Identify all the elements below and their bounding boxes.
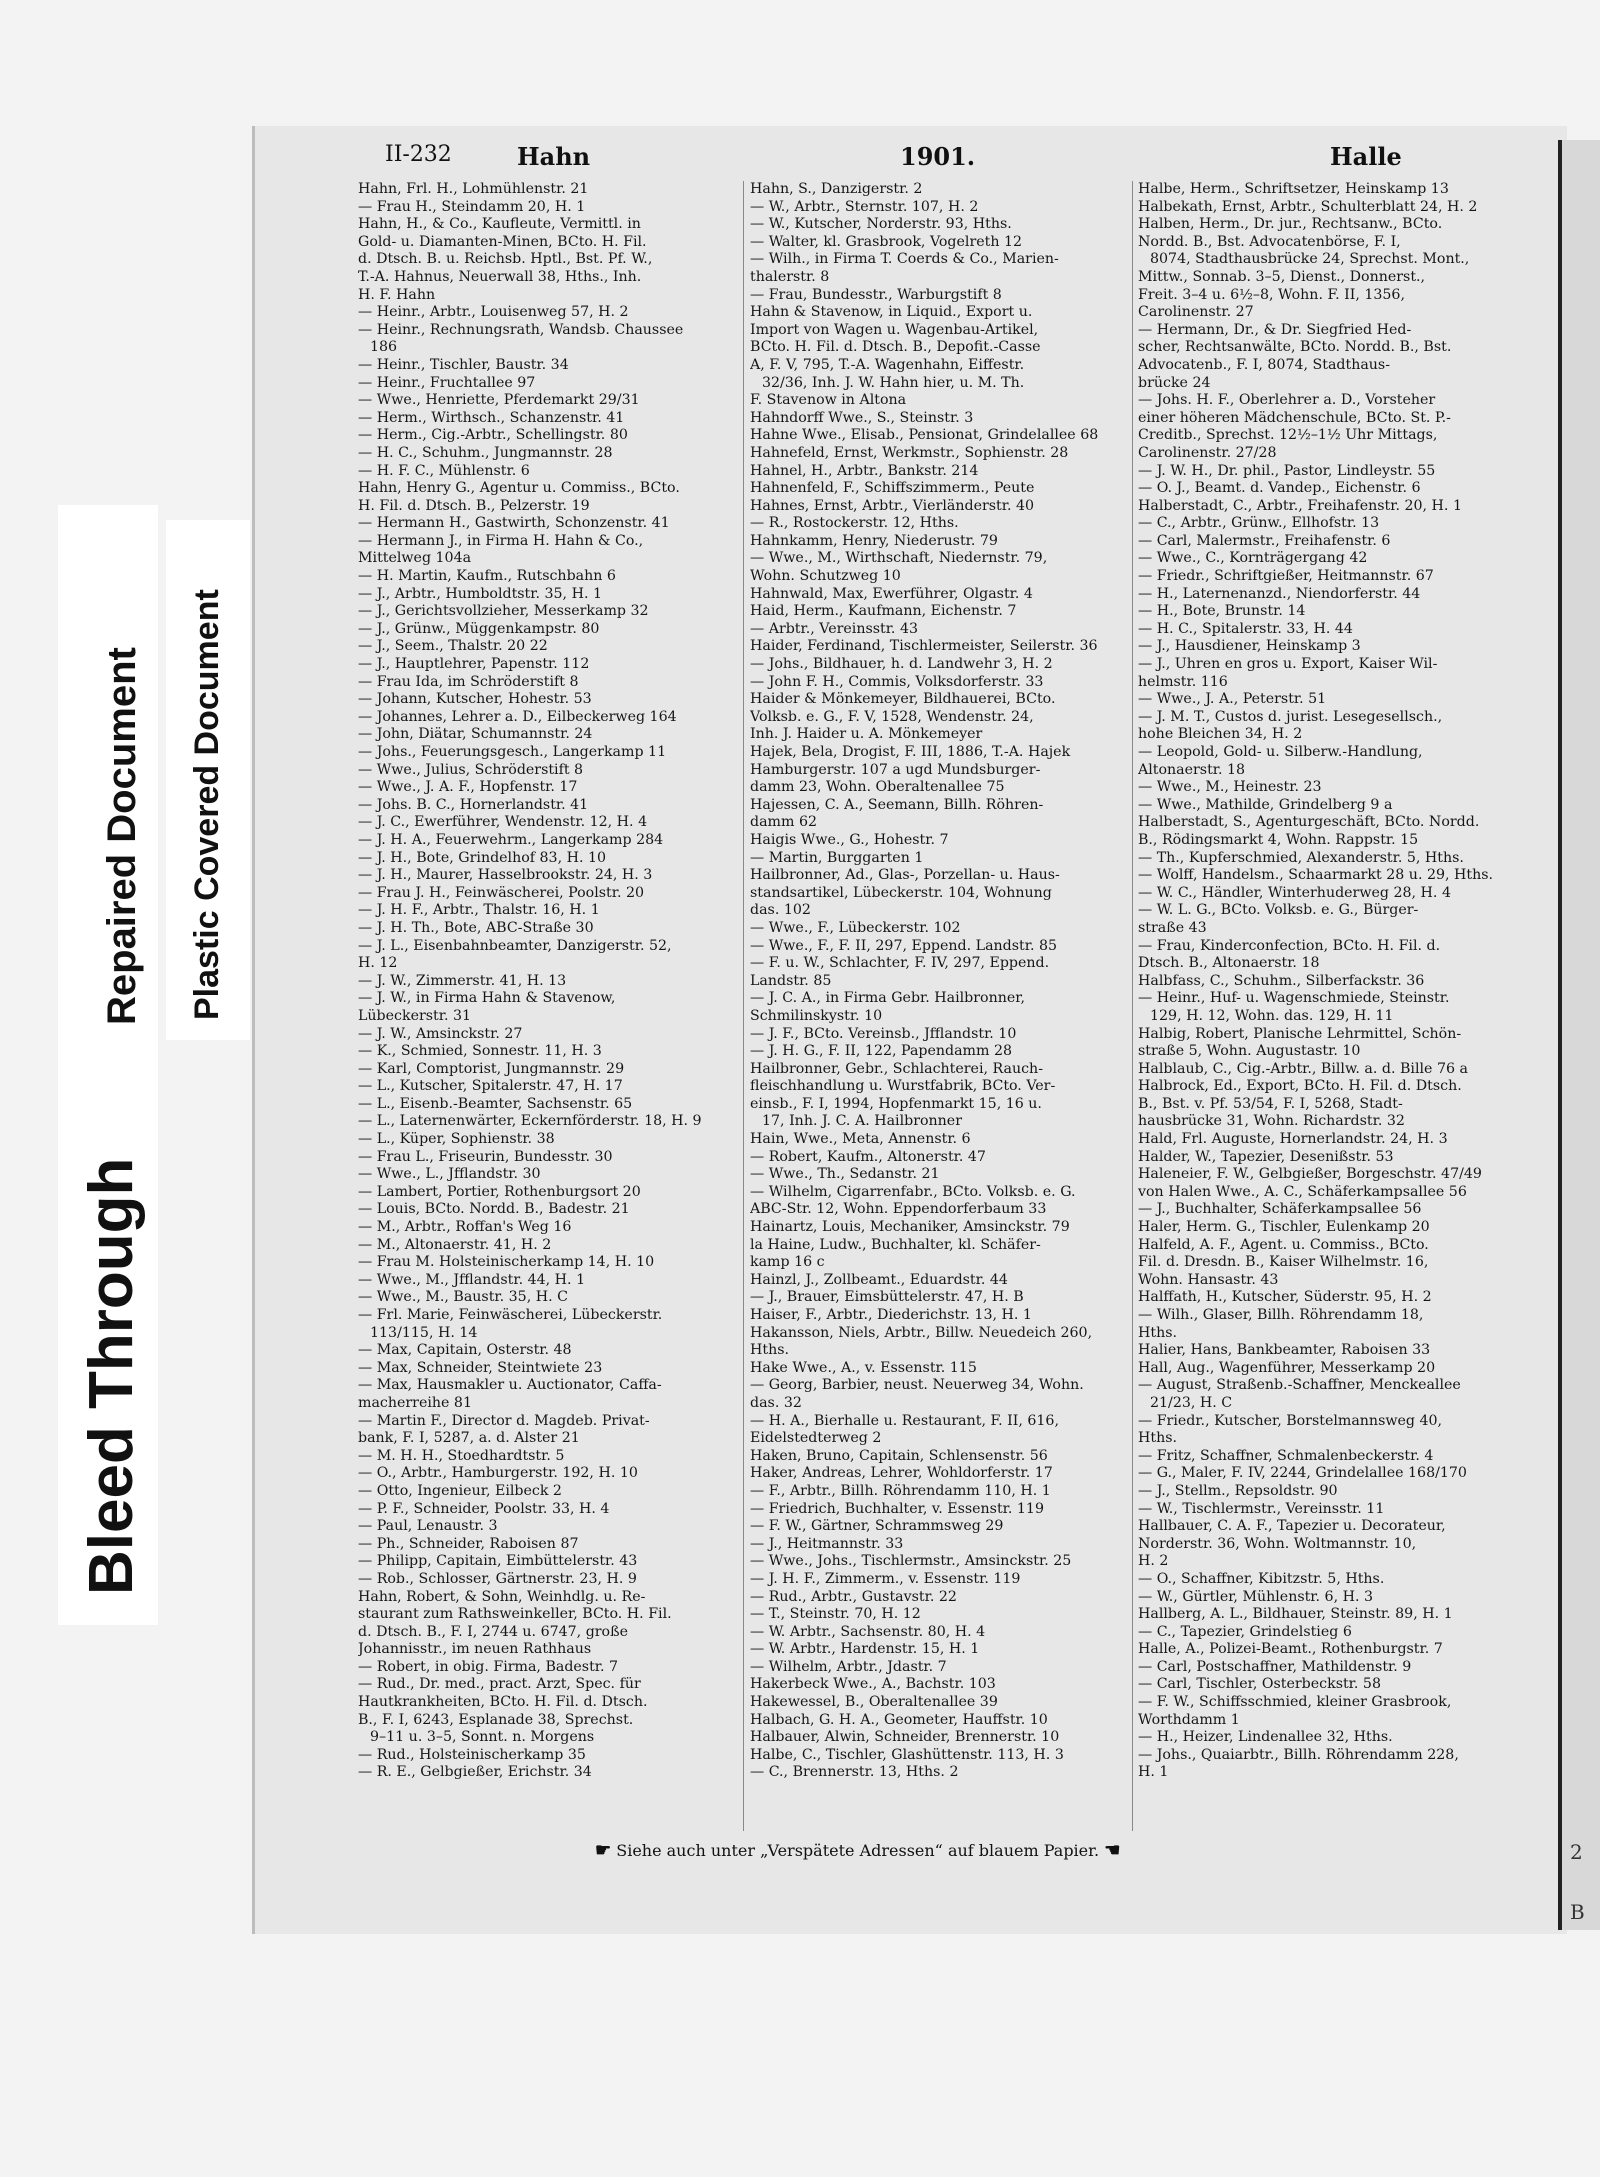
directory-entry-line: Freit. 3–4 u. 6½–8, Wohn. F. II, 1356,	[1138, 286, 1405, 303]
directory-entry-line: Hajek, Bela, Drogist, F. III, 1886, T.-A. Hajek	[750, 744, 1071, 760]
directory-entry-line: — Wwe., Henriette, Pferdemarkt 29/31	[358, 392, 640, 409]
directory-entry-line: — C., Tapezier, Grindelstieg 6	[1138, 1623, 1352, 1640]
directory-entry-line: von Halen Wwe., A. C., Schäferkampsallee 56	[1138, 1183, 1467, 1200]
directory-entry-line: Haigis Wwe., G., Hohestr. 7	[750, 831, 949, 848]
directory-entry-line: 32/36, Inh. J. W. Hahn hier, u. M. Th.	[762, 374, 1025, 391]
directory-entry-line: Hths.	[1138, 1430, 1178, 1447]
directory-entry-line: H. F. Hahn	[358, 286, 436, 303]
directory-entry-line: Haker, Andreas, Lehrer, Wohldorferstr. 17	[750, 1465, 1053, 1482]
directory-entry-line: H. 1	[1138, 1764, 1169, 1781]
directory-entry-line: — W., Tischlermstr., Vereinsstr. 11	[1138, 1500, 1385, 1517]
directory-entry-line: — Rob., Schlosser, Gärtnerstr. 23, H. 9	[358, 1570, 637, 1587]
directory-entry-line: Hahnefeld, Ernst, Werkmstr., Sophienstr. 28	[750, 444, 1069, 461]
bleed-through-text: Bleed Through	[77, 1157, 146, 1595]
directory-entry-line: H. 2	[1138, 1553, 1169, 1570]
directory-entry-line: — J. H., Maurer, Hasselbrookstr. 24, H. 3	[358, 867, 653, 884]
directory-entry-line: — F., Arbtr., Billh. Röhrendamm 110, H. 1	[750, 1482, 1051, 1499]
directory-entry-line: B., Bst. v. Pf. 53/54, F. I, 5268, Stadt-	[1138, 1095, 1403, 1112]
directory-entry-line: — Rud., Arbtr., Gustavstr. 22	[750, 1588, 957, 1605]
directory-entry-line: Haiser, F., Arbtr., Diederichstr. 13, H. 1	[750, 1307, 1032, 1323]
directory-entry-line: 113/115, H. 14	[370, 1324, 478, 1341]
directory-entry-line: — Fritz, Schaffner, Schmalenbeckerstr. 4	[1138, 1447, 1434, 1464]
directory-entry-line: Halfeld, A. F., Agent. u. Commiss., BCto.	[1138, 1236, 1429, 1253]
directory-entry-line: einsb., F. I, 1994, Hopfenmarkt 15, 16 u.	[750, 1095, 1042, 1112]
directory-entry-line: — Wilhelm, Arbtr., Jdastr. 7	[750, 1658, 947, 1675]
directory-entry-line: Gold- u. Diamanten-Minen, BCto. H. Fil.	[358, 233, 647, 250]
directory-entry-line: — J. L., Eisenbahnbeamter, Danzigerstr. 52,	[358, 937, 672, 954]
directory-entry-line: — W., Kutscher, Norderstr. 93, Hths.	[750, 216, 1012, 233]
directory-entry-line: Eidelstedterweg 2	[750, 1430, 882, 1447]
directory-entry-line: — L., Kutscher, Spitalerstr. 47, H. 17	[358, 1078, 623, 1095]
directory-entry-line: Landstr. 85	[750, 972, 832, 989]
directory-entry-line: — W. C., Händler, Winterhuderweg 28, H. 4	[1138, 884, 1451, 901]
directory-entry-line: — J. H. F., Zimmerm., v. Essenstr. 119	[750, 1570, 1021, 1587]
directory-entry-line: — John, Diätar, Schumannstr. 24	[358, 726, 593, 743]
plastic-covered-text: Plastic Covered Document	[188, 589, 226, 1020]
directory-entry-line: Halbe, Herm., Schriftsetzer, Heinskamp 13	[1138, 181, 1449, 197]
directory-entry-line: — Johann, Kutscher, Hohestr. 53	[358, 691, 592, 708]
directory-entry-line: 9–11 u. 3–5, Sonnt. n. Morgens	[370, 1729, 595, 1746]
directory-entry-line: Hajessen, C. A., Seemann, Billh. Röhren-	[750, 796, 1044, 813]
directory-entry-line: — J. W., Zimmerstr. 41, H. 13	[358, 972, 567, 989]
directory-entry-line: — W., Arbtr., Sternstr. 107, H. 2	[750, 198, 979, 215]
directory-entry-line: — C., Arbtr., Grünw., Ellhofstr. 13	[1138, 515, 1380, 532]
directory-entry-line: — G., Maler, F. IV, 2244, Grindelallee 168/170	[1138, 1465, 1467, 1482]
directory-entry-line: — J. W., in Firma Hahn & Stavenow,	[358, 990, 616, 1007]
directory-entry-line: Halbach, G. H. A., Geometer, Hauffstr. 10	[750, 1711, 1048, 1728]
directory-entry-line: 21/23, H. C	[1150, 1394, 1233, 1411]
directory-entry-line: Hths.	[1138, 1324, 1178, 1341]
directory-entry-line: — W. L. G., BCto. Volksb. e. G., Bürger-	[1138, 902, 1419, 919]
directory-entry-line: helmstr. 116	[1138, 673, 1228, 690]
directory-entry-line: — J., Seem., Thalstr. 20 22	[358, 638, 548, 655]
directory-entry-line: Halbe, C., Tischler, Glashüttenstr. 113, H. 3	[750, 1746, 1064, 1763]
directory-entry-line: — Frau, Kinderconfection, BCto. H. Fil. d.	[1138, 937, 1441, 954]
directory-entry-line: — Max, Schneider, Steintwiete 23	[358, 1359, 603, 1376]
directory-entry-line: 17, Inh. J. C. A. Hailbronner	[762, 1113, 962, 1130]
directory-entry-line: — Wwe., C., Kornträgergang 42	[1138, 550, 1368, 567]
directory-entry-line: — Wwe., M., Baustr. 35, H. C	[358, 1289, 568, 1306]
directory-entry-line: ABC-Str. 12, Wohn. Eppendorferbaum 33	[750, 1201, 1047, 1218]
directory-entry-line: — Heinr., Fruchtallee 97	[358, 374, 536, 391]
directory-entry-line: Lübeckerstr. 31	[358, 1007, 472, 1024]
directory-entry-line: — L., Laternenwärter, Eckernförderstr. 18, H. 9	[358, 1113, 702, 1130]
directory-entry-line: brücke 24	[1138, 374, 1211, 391]
directory-entry-line: — Leopold, Gold- u. Silberw.-Handlung,	[1138, 744, 1423, 760]
directory-entry-line: kamp 16 c	[750, 1254, 825, 1271]
directory-entry-line: — H. C., Schuhm., Jungmannstr. 28	[358, 444, 613, 461]
directory-entry-line: — J., Uhren en gros u. Export, Kaiser Wil-	[1138, 656, 1438, 673]
directory-entry-line: Halier, Hans, Bankbeamter, Raboisen 33	[1138, 1342, 1431, 1359]
directory-entry-line: — Wwe., Mathilde, Grindelberg 9 a	[1138, 796, 1393, 813]
directory-entry-line: — August, Straßenb.-Schaffner, Menckeallee	[1138, 1377, 1461, 1394]
header-right-word: Halle	[1330, 142, 1402, 171]
directory-entry-line: standsartikel, Lübeckerstr. 104, Wohnung	[750, 884, 1052, 901]
directory-entry-line: d. Dtsch. B. u. Reichsb. Hptl., Bst. Pf. W.,	[358, 251, 653, 268]
directory-entry-line: B., F. I, 6243, Esplanade 38, Sprechst.	[358, 1711, 634, 1728]
edge-mark-top: 2	[1570, 1840, 1583, 1864]
directory-entry-line: — Carl, Tischler, Osterbeckstr. 58	[1138, 1676, 1381, 1693]
directory-entry-line: — Johs. H. F., Oberlehrer a. D., Vorsteher	[1138, 392, 1436, 409]
directory-entry-line: Hahn & Stavenow, in Liquid., Export u.	[750, 304, 1033, 321]
directory-entry-line: — Frau L., Friseurin, Bundesstr. 30	[358, 1148, 613, 1165]
directory-entry-line: — Wilhelm, Cigarrenfabr., BCto. Volksb. e. G.	[750, 1183, 1076, 1200]
directory-entry-line: Halbrock, Ed., Export, BCto. H. Fil. d. Dtsch.	[1138, 1078, 1462, 1095]
directory-entry-line: — Wilh., Glaser, Billh. Röhrendamm 18,	[1138, 1307, 1424, 1323]
directory-entry-line: Haken, Bruno, Capitain, Schlensenstr. 56	[750, 1447, 1048, 1464]
facing-page-edge	[1558, 140, 1600, 1930]
directory-entry-line: 8074, Stadthausbrücke 24, Sprechst. Mont.,	[1150, 251, 1470, 268]
directory-entry-line: Mittelweg 104a	[358, 550, 472, 567]
directory-entry-line: — J., Buchhalter, Schäferkampsallee 56	[1138, 1201, 1422, 1218]
directory-entry-line: damm 62	[750, 814, 818, 831]
directory-entry-line: — L., Eisenb.-Beamter, Sachsenstr. 65	[358, 1095, 633, 1112]
directory-entry-line: Halder, W., Tapezier, Desenißstr. 53	[1138, 1148, 1394, 1165]
directory-entry-line: — J., Hausdiener, Heinskamp 3	[1138, 638, 1361, 655]
header-year: 1901.	[900, 142, 976, 171]
directory-entry-line: — W. Arbtr., Hardenstr. 15, H. 1	[750, 1641, 980, 1658]
directory-entry-line: — Hermann, Dr., & Dr. Siegfried Hed-	[1138, 321, 1412, 338]
directory-entry-line: H. Fil. d. Dtsch. B., Pelzerstr. 19	[358, 497, 590, 514]
directory-entry-line: — O. J., Beamt. d. Vandep., Eichenstr. 6	[1138, 480, 1421, 497]
directory-entry-line: — H. F. C., Mühlenstr. 6	[358, 462, 530, 479]
directory-entry-line: H. 12	[358, 955, 398, 972]
directory-entry-line: — Karl, Comptorist, Jungmannstr. 29	[358, 1060, 625, 1077]
directory-entry-line: Haider & Mönkemeyer, Bildhauerei, BCto.	[750, 691, 1056, 708]
directory-entry-line: — Wwe., Julius, Schröderstift 8	[358, 761, 584, 778]
directory-entry-line: Carolinenstr. 27/28	[1138, 444, 1277, 461]
directory-entry-line: Halben, Herm., Dr. jur., Rechtsanw., BCto.	[1138, 216, 1443, 233]
directory-entry-line: — Louis, BCto. Nordd. B., Badestr. 21	[358, 1201, 630, 1218]
header-left-word: Hahn	[517, 142, 591, 171]
directory-entry-line: — Otto, Ingenieur, Eilbeck 2	[358, 1482, 562, 1499]
directory-entry-line: Hautkrankheiten, BCto. H. Fil. d. Dtsch.	[358, 1694, 648, 1711]
directory-entry-line: Hahnes, Ernst, Arbtr., Vierländerstr. 40	[750, 497, 1035, 514]
directory-entry-line: — J. H., Bote, Grindelhof 83, H. 10	[358, 849, 607, 866]
directory-entry-line: Volksb. e. G., F. V, 1528, Wendenstr. 24,	[750, 708, 1034, 725]
directory-entry-line: — Philipp, Capitain, Eimbüttelerstr. 43	[358, 1553, 638, 1570]
directory-entry-line: Hahn, Robert, & Sohn, Weinhdlg. u. Re-	[358, 1588, 646, 1605]
directory-entry-line: Hake Wwe., A., v. Essenstr. 115	[750, 1359, 977, 1376]
directory-entry-line: Hahn, H., & Co., Kaufleute, Vermittl. in	[358, 216, 641, 233]
page-number: II-232	[385, 142, 452, 167]
directory-entry-line: Halbekath, Ernst, Arbtr., Schulterblatt 24, H. 2	[1138, 198, 1478, 215]
directory-entry-line: d. Dtsch. B., F. I, 2744 u. 6747, große	[358, 1623, 628, 1640]
directory-entry-line: Hallberg, A. L., Bildhauer, Steinstr. 89, H. 1	[1138, 1606, 1453, 1623]
directory-entry-line: — J. C., Ewerführer, Wendenstr. 12, H. 4	[358, 814, 648, 831]
directory-entry-line: Carolinenstr. 27	[1138, 304, 1254, 321]
directory-entry-line: — Frau, Bundesstr., Warburgstift 8	[750, 286, 1002, 303]
directory-entry-line: Mittw., Sonnab. 3–5, Dienst., Donnerst.,	[1138, 268, 1426, 285]
directory-entry-line: — H., Laternenanzd., Niendorferstr. 44	[1138, 585, 1421, 602]
directory-entry-line: — Wilh., in Firma T. Coerds & Co., Marien-	[750, 251, 1059, 268]
directory-entry-line: Haid, Herm., Kaufmann, Eichenstr. 7	[750, 603, 1017, 620]
directory-entry-line: — Wwe., M., Wirthschaft, Niedernstr. 79,	[750, 550, 1048, 567]
directory-entry-line: — H. Martin, Kaufm., Rutschbahn 6	[358, 568, 616, 585]
directory-entry-line: — J. W., Amsinckstr. 27	[358, 1025, 523, 1042]
directory-entry-line: Halbig, Robert, Planische Lehrmittel, Schön-	[1138, 1025, 1462, 1042]
directory-entry-line: — J. C. A., in Firma Gebr. Hailbronner,	[750, 990, 1025, 1007]
directory-entry-line: Hainartz, Louis, Mechaniker, Amsinckstr. 79	[750, 1219, 1070, 1236]
directory-entry-line: — Frau M. Holsteinischerkamp 14, H. 10	[358, 1254, 655, 1271]
directory-entry-line: damm 23, Wohn. Oberaltenallee 75	[750, 779, 1005, 796]
directory-entry-line: BCto. H. Fil. d. Dtsch. B., Depofit.-Casse	[750, 339, 1041, 356]
directory-entry-line: — Max, Capitain, Osterstr. 48	[358, 1342, 572, 1359]
directory-entry-line: — Georg, Barbier, neust. Neuerweg 34, Wohn.	[750, 1377, 1084, 1394]
directory-entry-line: — W., Gürtler, Mühlenstr. 6, H. 3	[1138, 1588, 1374, 1605]
directory-entry-line: — M., Altonaerstr. 41, H. 2	[358, 1236, 552, 1253]
directory-entry-line: — Rud., Holsteinischerkamp 35	[358, 1746, 586, 1763]
directory-entry-line: Hahnkamm, Henry, Niederustr. 79	[750, 532, 998, 549]
directory-entry-line: Hald, Frl. Auguste, Hornerlandstr. 24, H. 3	[1138, 1131, 1448, 1148]
directory-entry-line: — Heinr., Huf- u. Wagenschmiede, Steinstr.	[1138, 990, 1450, 1007]
directory-entry-line: Advocatenb., F. I, 8074, Stadthaus-	[1138, 356, 1391, 373]
directory-entry-line: — Hermann J., in Firma H. Hahn & Co.,	[358, 532, 644, 549]
directory-entry-line: — Johs., Bildhauer, h. d. Landwehr 3, H. 2	[750, 656, 1053, 673]
directory-entry-line: Creditb., Sprechst. 12½–1½ Uhr Mittags,	[1138, 427, 1438, 444]
directory-entry-line: Haleneier, F. W., Gelbgießer, Borgeschstr. 47/49	[1138, 1166, 1482, 1183]
directory-entry-line: straße 43	[1138, 919, 1207, 936]
directory-entry-line: Altonaerstr. 18	[1138, 761, 1246, 778]
directory-entry-line: Hths.	[750, 1342, 790, 1359]
directory-entry-line: Hahn, Frl. H., Lohmühlenstr. 21	[358, 181, 589, 197]
directory-entry-line: — Heinr., Rechnungsrath, Wandsb. Chaussee	[358, 321, 684, 338]
directory-entry-line: Hallbauer, C. A. F., Tapezier u. Decorateur,	[1138, 1518, 1446, 1535]
footer-note	[595, 1840, 1295, 1861]
directory-entry-line: Hall, Aug., Wagenführer, Messerkamp 20	[1138, 1359, 1436, 1376]
directory-entry-line: 186	[370, 339, 398, 356]
directory-entry-line: scher, Rechtsanwälte, BCto. Nordd. B., Bst.	[1138, 339, 1452, 356]
directory-entry-line: — Frau J. H., Feinwäscherei, Poolstr. 20	[358, 884, 645, 901]
directory-entry-line: — H., Bote, Brunstr. 14	[1138, 603, 1306, 620]
directory-entry-line: — O., Schaffner, Kibitzstr. 5, Hths.	[1138, 1570, 1385, 1587]
directory-entry-line: Halblaub, C., Cig.-Arbtr., Billw. a. d. Bille 76 a	[1138, 1060, 1468, 1077]
directory-entry-line: Hahn, Henry G., Agentur u. Commiss., BCto.	[358, 480, 680, 497]
footer-text: Siehe auch unter „Verspätete Adressen“ auf blauem Papier.	[616, 1841, 1100, 1860]
directory-entry-line: — J., Arbtr., Humboldtstr. 35, H. 1	[358, 585, 602, 602]
directory-entry-line: — Wwe., J. A., Peterstr. 51	[1138, 691, 1327, 708]
directory-entry-line: — Wwe., M., Heinestr. 23	[1138, 779, 1322, 796]
directory-entry-line: — Robert, in obig. Firma, Badestr. 7	[358, 1658, 619, 1675]
directory-entry-line: das. 102	[750, 902, 811, 919]
directory-entry-line: — Wwe., Johs., Tischlermstr., Amsinckstr. 25	[750, 1553, 1072, 1570]
directory-entry-line: Inh. J. Haider u. A. Mönkemeyer	[750, 726, 983, 743]
directory-entry-line: — J. H. A., Feuerwehrm., Langerkamp 284	[358, 831, 664, 848]
directory-entry-line: — J., Grünw., Müggenkampstr. 80	[358, 620, 600, 637]
directory-entry-line: — J., Hauptlehrer, Papenstr. 112	[358, 656, 590, 673]
directory-entry-line: Hainzl, J., Zollbeamt., Eduardstr. 44	[750, 1271, 1008, 1288]
directory-entry-line: Halberstadt, C., Arbtr., Freihafenstr. 20, H. 1	[1138, 497, 1462, 514]
directory-entry-line: — F. W., Gärtner, Schrammsweg 29	[750, 1518, 1004, 1535]
directory-entry-line: — Heinr., Arbtr., Louisenweg 57, H. 2	[358, 304, 629, 321]
directory-entry-line: — Martin F., Director d. Magdeb. Privat-	[358, 1412, 650, 1429]
directory-entry-line: Hahnwald, Max, Ewerführer, Olgastr. 4	[750, 585, 1033, 602]
directory-entry-line: Nordd. B., Bst. Advocatenbörse, F. I,	[1138, 233, 1401, 250]
directory-entry-line: — Ph., Schneider, Raboisen 87	[358, 1535, 579, 1552]
column-divider	[1132, 181, 1133, 1831]
directory-entry-line: — Herm., Wirthsch., Schanzenstr. 41	[358, 409, 625, 426]
directory-entry-line: — Wwe., J. A. F., Hopfenstr. 17	[358, 779, 578, 796]
directory-entry-line: — Rud., Dr. med., pract. Arzt, Spec. für	[358, 1676, 641, 1693]
directory-entry-line: das. 32	[750, 1394, 802, 1411]
directory-entry-line: Halle, A., Polizei-Beamt., Rothenburgstr. 7	[1138, 1641, 1443, 1658]
directory-entry-line: — Lambert, Portier, Rothenburgsort 20	[358, 1183, 641, 1200]
directory-entry-line: — J., Gerichtsvollzieher, Messerkamp 32	[358, 603, 649, 620]
directory-entry-line: — Friedrich, Buchhalter, v. Essenstr. 119	[750, 1500, 1044, 1517]
directory-entry-line: Hakewessel, B., Oberaltenallee 39	[750, 1694, 998, 1711]
directory-entry-line: Import von Wagen u. Wagenbau-Artikel,	[750, 321, 1039, 338]
directory-entry-line: — L., Küper, Sophienstr. 38	[358, 1131, 555, 1148]
directory-entry-line: — Hermann H., Gastwirth, Schonzenstr. 41	[358, 515, 670, 532]
directory-entry-line: Halbauer, Alwin, Schneider, Brennerstr. 10	[750, 1729, 1060, 1746]
directory-entry-line: — J., Brauer, Eimsbüttelerstr. 47, H. B	[750, 1289, 1024, 1306]
directory-entry-line: staurant zum Rathsweinkeller, BCto. H. Fil.	[358, 1606, 672, 1623]
directory-entry-line: — Carl, Postschaffner, Mathildenstr. 9	[1138, 1658, 1412, 1675]
directory-entry-line: — Johs. B. C., Hornerlandstr. 41	[358, 796, 589, 813]
directory-entry-line: Hahnenfeld, F., Schiffszimmerm., Peute	[750, 480, 1035, 497]
directory-entry-line: — R., Rostockerstr. 12, Hths.	[750, 515, 959, 532]
directory-entry-line: A, F. V, 795, T.-A. Wagenhahn, Eiffestr.	[750, 356, 1025, 373]
directory-entry-line: — F. u. W., Schlachter, F. IV, 297, Eppend.	[750, 955, 1050, 972]
pointing-hand-icon: ☚	[1104, 1840, 1121, 1861]
directory-entry-line: straße 5, Wohn. Augustastr. 10	[1138, 1043, 1361, 1060]
directory-entry-line: — O., Arbtr., Hamburgerstr. 192, H. 10	[358, 1465, 638, 1482]
directory-entry-line: — C., Brennerstr. 13, Hths. 2	[750, 1764, 959, 1781]
directory-entry-line: — J. H. Th., Bote, ABC-Straße 30	[358, 919, 594, 936]
directory-entry-line: hausbrücke 31, Wohn. Richardstr. 32	[1138, 1113, 1405, 1130]
directory-entry-line: — Friedr., Schriftgießer, Heitmannstr. 67	[1138, 568, 1434, 585]
directory-entry-line: F. Stavenow in Altona	[750, 392, 907, 409]
directory-entry-line: Johannisstr., im neuen Rathhaus	[358, 1641, 592, 1658]
directory-entry-line: Hahne Wwe., Elisab., Pensionat, Grindelallee 68	[750, 427, 1099, 444]
directory-entry-line: — J. W. H., Dr. phil., Pastor, Lindleystr. 55	[1138, 462, 1436, 479]
directory-entry-line: — Johs., Quaiarbtr., Billh. Röhrendamm 228,	[1138, 1746, 1459, 1763]
directory-entry-line: — R. E., Gelbgießer, Erichstr. 34	[358, 1764, 592, 1781]
directory-entry-line: Hahnel, H., Arbtr., Bankstr. 214	[750, 462, 979, 479]
directory-entry-line: Hahn, S., Danzigerstr. 2	[750, 181, 923, 197]
directory-entry-line: Hakerbeck Wwe., A., Bachstr. 103	[750, 1676, 996, 1693]
directory-entry-line: — Frau H., Steindamm 20, H. 1	[358, 198, 586, 215]
directory-entry-line: Dtsch. B., Altonaerstr. 18	[1138, 955, 1320, 972]
directory-entry-line: einer höheren Mädchenschule, BCto. St. P.-	[1138, 409, 1451, 426]
directory-entry-line: Schmilinskystr. 10	[750, 1007, 883, 1024]
directory-entry-line: Hailbronner, Gebr., Schlachterei, Rauch-	[750, 1060, 1043, 1077]
column-divider	[743, 181, 744, 1831]
directory-entry-line: Wohn. Hansastr. 43	[1138, 1271, 1279, 1288]
directory-entry-line: — Wolff, Handelsm., Schaarmarkt 28 u. 29, Hths.	[1138, 867, 1494, 884]
directory-entry-line: 129, H. 12, Wohn. das. 129, H. 11	[1150, 1007, 1394, 1024]
directory-entry-line: la Haine, Ludw., Buchhalter, kl. Schäfer-	[750, 1236, 1041, 1253]
column-1	[358, 181, 723, 1782]
directory-entry-line: bank, F. I, 5287, a. d. Alster 21	[358, 1430, 580, 1447]
directory-entry-line: Halbfass, C., Schuhm., Silberfackstr. 36	[1138, 972, 1425, 989]
directory-entry-line: Hakansson, Niels, Arbtr., Billw. Neuedeich 260,	[750, 1324, 1093, 1341]
directory-entry-line: — Martin, Burggarten 1	[750, 849, 924, 866]
directory-entry-line: — Johannes, Lehrer a. D., Eilbeckerweg 164	[358, 708, 677, 725]
directory-entry-line: Hailbronner, Ad., Glas-, Porzellan- u. Haus-	[750, 867, 1060, 884]
directory-entry-line: — J. H. F., Arbtr., Thalstr. 16, H. 1	[358, 902, 600, 919]
directory-entry-line: — P. F., Schneider, Poolstr. 33, H. 4	[358, 1500, 610, 1517]
page-header	[385, 142, 1545, 176]
directory-entry-line: Halberstadt, S., Agenturgeschäft, BCto. Nordd.	[1138, 814, 1480, 831]
directory-entry-line: — Arbtr., Vereinsstr. 43	[750, 620, 919, 637]
directory-entry-line: — K., Schmied, Sonnestr. 11, H. 3	[358, 1043, 602, 1060]
directory-entry-line: — Heinr., Tischler, Baustr. 34	[358, 356, 569, 373]
directory-entry-line: — M., Arbtr., Roffan's Weg 16	[358, 1219, 572, 1236]
directory-entry-line: — Walter, kl. Grasbrook, Vogelreth 12	[750, 233, 1023, 250]
column-2	[750, 181, 1115, 1782]
directory-entry-line: thalerstr. 8	[750, 268, 830, 285]
directory-entry-line: Hain, Wwe., Meta, Annenstr. 6	[750, 1131, 971, 1148]
directory-entry-line: Hamburgerstr. 107 a ugd Mundsburger-	[750, 761, 1041, 778]
pointing-hand-icon: ☛	[595, 1840, 612, 1861]
directory-entry-line: — F. W., Schiffsschmied, kleiner Grasbrook,	[1138, 1694, 1452, 1711]
directory-entry-line: — Frau Ida, im Schröderstift 8	[358, 673, 579, 690]
directory-entry-line: — John F. H., Commis, Volksdorferstr. 33	[750, 673, 1044, 690]
directory-entry-line: — Carl, Malermstr., Freihafenstr. 6	[1138, 532, 1391, 549]
directory-entry-line: — Max, Hausmakler u. Auctionator, Caffa-	[358, 1377, 662, 1394]
directory-entry-line: — Paul, Lenaustr. 3	[358, 1518, 498, 1535]
directory-entry-line: — Johs., Feuerungsgesch., Langerkamp 11	[358, 744, 667, 760]
directory-entry-line: Halffath, H., Kutscher, Süderstr. 95, H. 2	[1138, 1289, 1432, 1306]
directory-entry-line: — Th., Kupferschmied, Alexanderstr. 5, Hths.	[1138, 849, 1464, 866]
directory-entry-line: fleischhandlung u. Wurstfabrik, BCto. Ver-	[750, 1078, 1056, 1095]
directory-entry-line: Haler, Herm. G., Tischler, Eulenkamp 20	[1138, 1219, 1430, 1236]
directory-entry-line: B., Rödingsmarkt 4, Wohn. Rappstr. 15	[1138, 831, 1419, 848]
directory-entry-line: Wohn. Schutzweg 10	[750, 568, 901, 585]
edge-mark-bottom: B	[1570, 1900, 1585, 1924]
plastic-covered-label	[166, 520, 250, 1040]
directory-entry-line: Hahndorff Wwe., S., Steinstr. 3	[750, 409, 974, 426]
directory-entry-line: Haider, Ferdinand, Tischlermeister, Seilerstr. 36	[750, 638, 1098, 655]
directory-entry-line: T.-A. Hahnus, Neuerwall 38, Hths., Inh.	[358, 268, 642, 285]
directory-entry-line: — H. A., Bierhalle u. Restaurant, F. II, 616,	[750, 1412, 1059, 1429]
directory-entry-line: — W. Arbtr., Sachsenstr. 80, H. 4	[750, 1623, 986, 1640]
directory-entry-line: macherreihe 81	[358, 1394, 472, 1411]
directory-entry-line: — M. H. H., Stoedhardtstr. 5	[358, 1447, 565, 1464]
directory-entry-line: — Friedr., Kutscher, Borstelmannsweg 40,	[1138, 1412, 1443, 1429]
directory-entry-line: — H., Heizer, Lindenallee 32, Hths.	[1138, 1729, 1393, 1746]
directory-entry-line: — Frl. Marie, Feinwäscherei, Lübeckerstr.	[358, 1307, 663, 1323]
directory-entry-line: Norderstr. 36, Wohn. Woltmannstr. 10,	[1138, 1535, 1417, 1552]
directory-entry-line: — H. C., Spitalerstr. 33, H. 44	[1138, 620, 1353, 637]
directory-entry-line: — Wwe., F., F. II, 297, Eppend. Landstr. 85	[750, 937, 1058, 954]
repaired-document-text: Repaired Document	[100, 647, 144, 1025]
directory-entry-line: Fil. d. Dresdn. B., Kaiser Wilhelmstr. 16,	[1138, 1254, 1429, 1271]
directory-entry-line: — Wwe., Th., Sedanstr. 21	[750, 1166, 940, 1183]
column-3	[1138, 181, 1503, 1782]
directory-entry-line: — J., Stellm., Repsoldstr. 90	[1138, 1482, 1338, 1499]
directory-entry-line: — J. H. G., F. II, 122, Papendamm 28	[750, 1043, 1013, 1060]
directory-entry-line: — Wwe., M., Jfflandstr. 44, H. 1	[358, 1271, 586, 1288]
directory-entry-line: Worthdamm 1	[1138, 1711, 1240, 1728]
directory-entry-line: — J. M. T., Custos d. jurist. Lesegesellsch.,	[1138, 708, 1443, 725]
repaired-document-label	[100, 525, 156, 1045]
directory-entry-line: — Wwe., L., Jfflandstr. 30	[358, 1166, 541, 1183]
directory-entry-line: — J. F., BCto. Vereinsb., Jfflandstr. 10	[750, 1025, 1017, 1042]
directory-entry-line: — Herm., Cig.-Arbtr., Schellingstr. 80	[358, 427, 628, 444]
directory-entry-line: — T., Steinstr. 70, H. 12	[750, 1606, 921, 1623]
directory-entry-line: hohe Bleichen 34, H. 2	[1138, 726, 1303, 743]
directory-entry-line: — Wwe., F., Lübeckerstr. 102	[750, 919, 961, 936]
directory-entry-line: — Robert, Kaufm., Altonerstr. 47	[750, 1148, 986, 1165]
directory-entry-line: — J., Heitmannstr. 33	[750, 1535, 904, 1552]
